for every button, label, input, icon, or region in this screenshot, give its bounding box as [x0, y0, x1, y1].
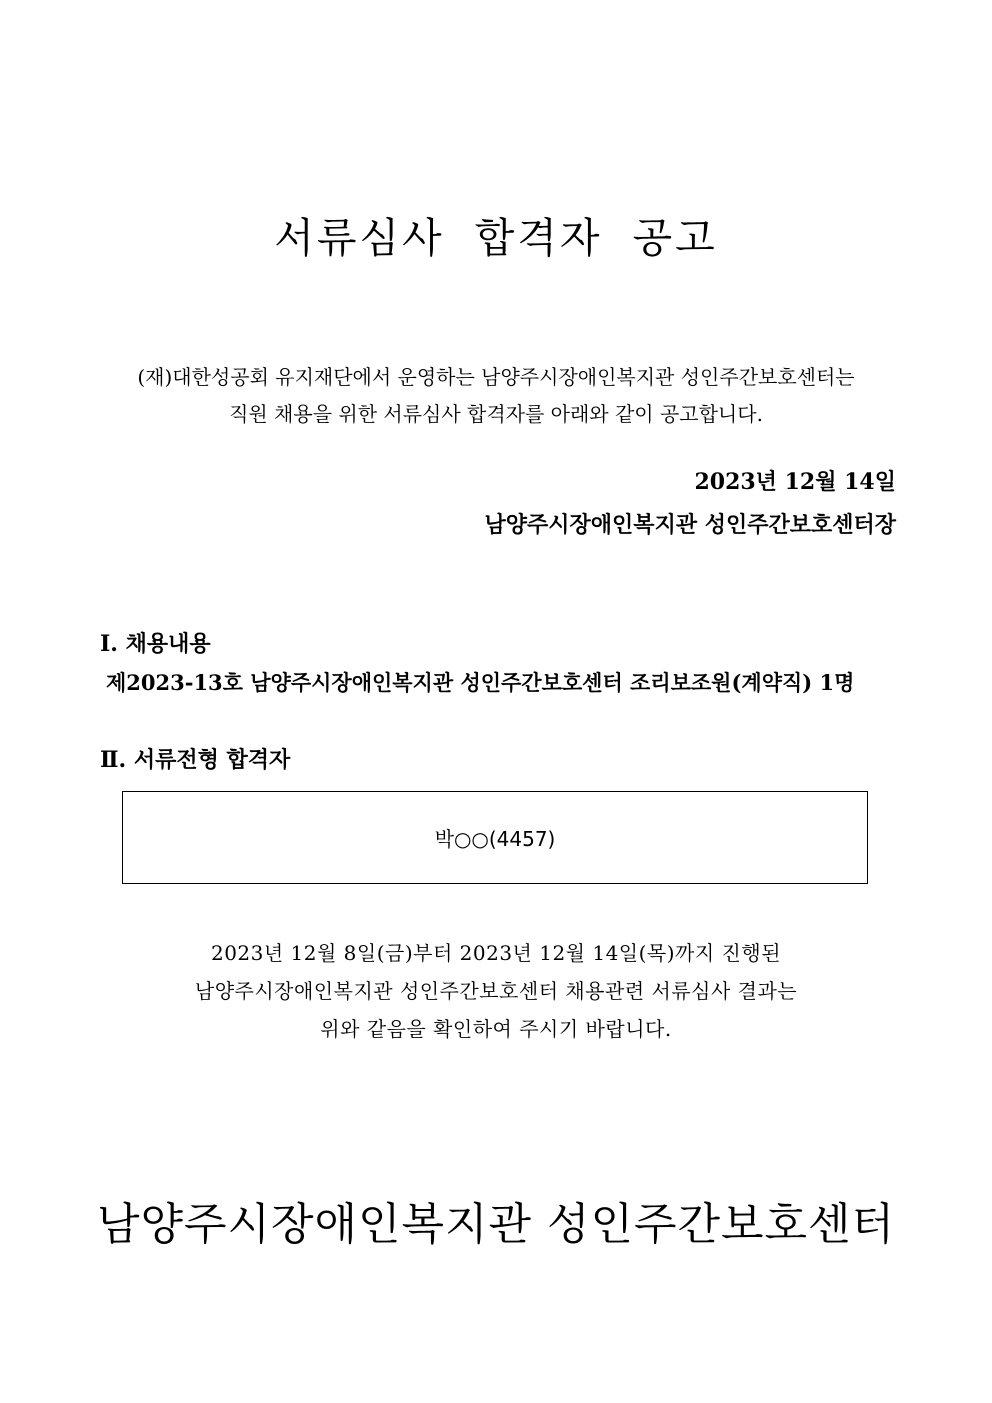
passer-result-box — [122, 791, 868, 884]
note-line-1: 2023년 12월 8일(금)부터 2023년 12월 14일(목)까지 진행된 — [210, 941, 782, 965]
intro-text-line-2: 직원 채용을 위한 서류심사 합격자를 아래와 같이 공고합니다. — [229, 402, 763, 426]
note-line-2: 남양주시장애인복지관 성인주간보호센터 채용관련 서류심사 결과는 — [194, 979, 798, 1003]
signer-name: 남양주시장애인복지관 성인주간보호센터장 — [484, 512, 896, 538]
passer-name: 박○○(4457) — [434, 827, 556, 851]
section-heading-passers: Ⅱ. 서류전형 합격자 — [100, 747, 291, 773]
note-line-3: 위와 같음을 확인하여 주시기 바랍니다. — [320, 1017, 672, 1041]
recruitment-details: 제2023-13호 남양주시장애인복지관 성인주간보호센터 조리보조원(계약직) 1명 — [106, 670, 855, 695]
announcement-date: 2023년 12월 14일 — [694, 469, 896, 495]
document-title: 서류심사 합격자 공고 — [274, 214, 718, 262]
footer-organization-name: 남양주시장애인복지관 성인주간보호센터 — [96, 1199, 896, 1250]
intro-text-line-1: (재)대한성공회 유지재단에서 운영하는 남양주시장애인복지관 성인주간보호센터는 — [137, 365, 855, 389]
section-heading-recruitment: Ⅰ. 채용내용 — [100, 631, 211, 657]
